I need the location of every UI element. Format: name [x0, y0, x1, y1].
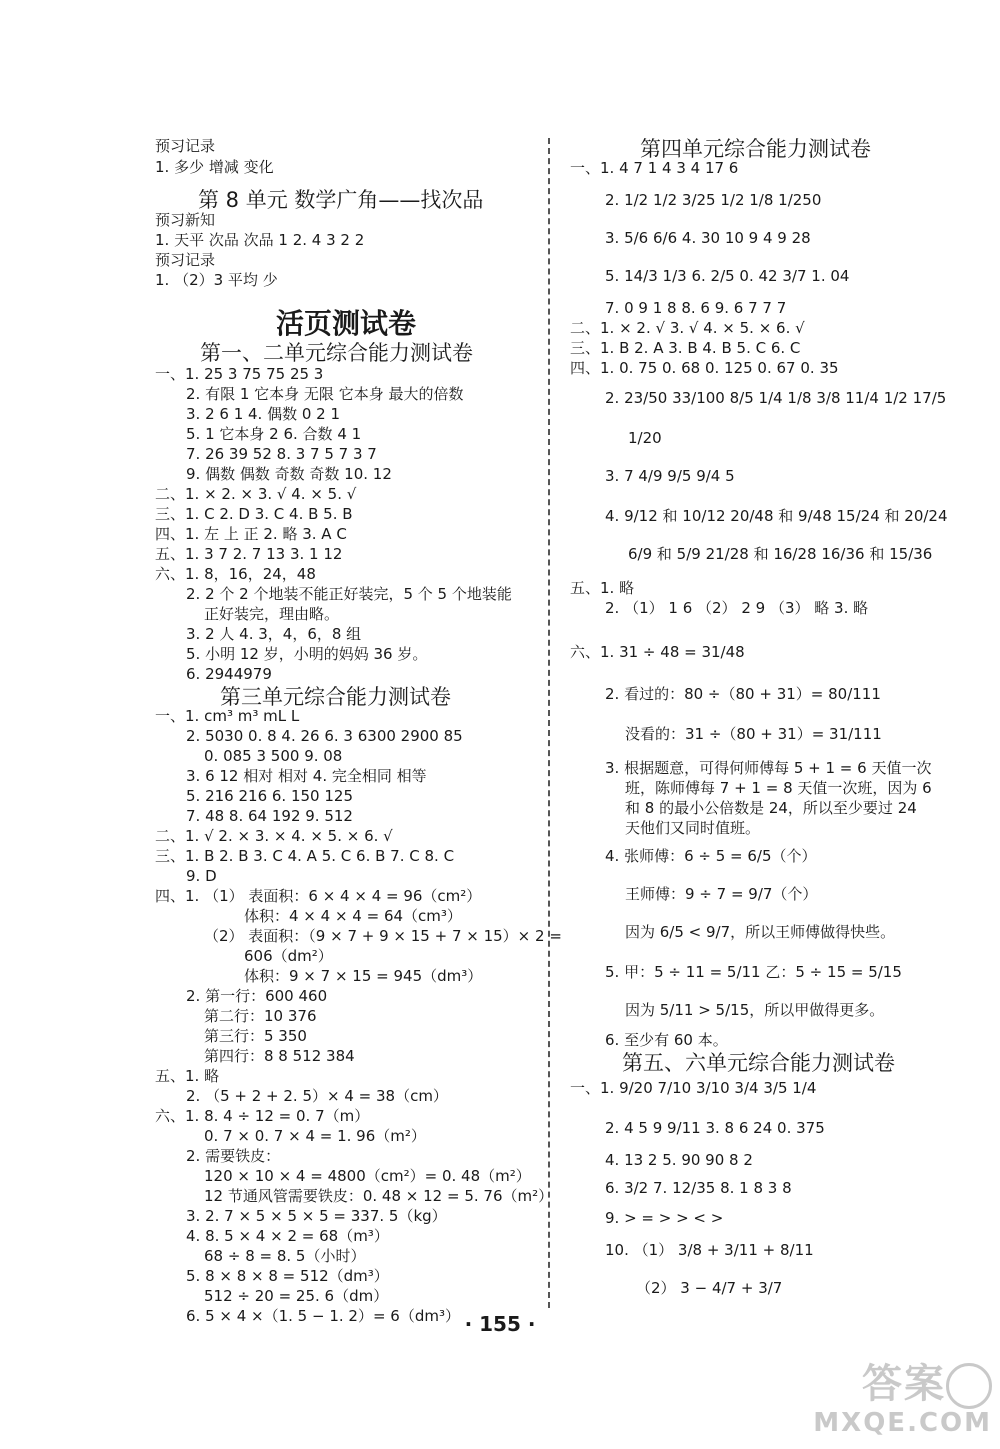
- answer-line: 二、1. × 2. × 3. √ 4. × 5. √: [155, 485, 357, 503]
- answer-line: 六、1. 8. 4 ÷ 12 = 0. 7（m）: [155, 1107, 370, 1125]
- answer-line: 6/9 和 5/9 21/28 和 16/28 16/36 和 15/36: [628, 545, 933, 563]
- section-heading: 第四单元综合能力测试卷: [640, 137, 871, 161]
- answer-line: 4. 8. 5 × 4 × 2 = 68（m³）: [186, 1227, 389, 1245]
- answer-line: 2. （5 + 2 + 2. 5）× 4 = 38（cm）: [186, 1087, 448, 1105]
- answer-line: 3. 6 12 相对 相对 4. 完全相同 相等: [186, 767, 427, 785]
- answer-line: 120 × 10 × 4 = 4800（cm²）= 0. 48（m²）: [204, 1167, 531, 1185]
- answer-line: 2. 2 个 2 个地装不能正好装完，5 个 5 个地装能: [186, 585, 512, 603]
- answer-line: 2. 5030 0. 8 4. 26 6. 3 6300 2900 85: [186, 727, 463, 745]
- answer-line: 正好装完，理由略。: [204, 605, 340, 623]
- answer-line: 1. （2）3 平均 少: [155, 271, 278, 289]
- answer-line: 9. > = > > < >: [605, 1209, 724, 1227]
- answer-line: 7. 26 39 52 8. 3 7 5 7 3 7: [186, 445, 377, 463]
- section-heading: 第 8 单元 数学广角——找次品: [198, 188, 484, 212]
- answer-line: 2. 有限 1 它本身 无限 它本身 最大的倍数: [186, 385, 464, 403]
- answer-line: 6. 2944979: [186, 665, 272, 683]
- answer-line: 5. 小明 12 岁，小明的妈妈 36 岁。: [186, 645, 428, 663]
- answer-line: 五、1. 略: [155, 1067, 220, 1085]
- answer-line: 4. 张师傅：6 ÷ 5 = 6/5（个）: [605, 847, 817, 865]
- answer-line: 因为 6/5 < 9/7，所以王师傅做得快些。: [625, 923, 896, 941]
- answer-line: 三、1. C 2. D 3. C 4. B 5. B: [155, 505, 353, 523]
- answer-line: 2. 第一行：600 460: [186, 987, 328, 1005]
- answer-line: 五、1. 略: [570, 579, 635, 597]
- answer-line: 三、1. B 2. A 3. B 4. B 5. C 6. C: [570, 339, 801, 357]
- answer-line: 0. 7 × 0. 7 × 4 = 1. 96（m²）: [204, 1127, 426, 1145]
- main-heading: 活页测试卷: [276, 307, 417, 340]
- section-heading: 第一、二单元综合能力测试卷: [200, 341, 473, 365]
- answer-line: 一、1. cm³ m³ mL L: [155, 707, 300, 725]
- answer-line: 3. 2 人 4. 3，4，6，8 组: [186, 625, 362, 643]
- answer-line: 一、1. 4 7 1 4 3 4 17 6: [570, 159, 739, 177]
- watermark-url: MXQE.COM: [813, 1408, 992, 1438]
- answer-line: 4. 13 2 5. 90 90 8 2: [605, 1151, 753, 1169]
- subsection-label: 预习新知: [155, 211, 216, 229]
- answer-line: 2. 1/2 1/2 3/25 1/2 1/8 1/250: [605, 191, 822, 209]
- answer-line: 因为 5/11 > 5/15，所以甲做得更多。: [625, 1001, 885, 1019]
- answer-line: 4. 9/12 和 10/12 20/48 和 9/48 15/24 和 20/24: [605, 507, 948, 525]
- answer-line: 9. D: [186, 867, 217, 885]
- answer-line: 没看的：31 ÷（80 + 31）= 31/111: [625, 725, 882, 743]
- answer-line: 班，陈师傅每 7 + 1 = 8 天值一次班，因为 6: [625, 779, 932, 797]
- answer-line: 和 8 的最小公倍数是 24，所以至少要过 24: [625, 799, 917, 817]
- answer-line: 六、1. 8，16，24，48: [155, 565, 316, 583]
- answer-line: 7. 0 9 1 8 8. 6 9. 6 7 7 7: [605, 299, 787, 317]
- answer-line: 0. 085 3 500 9. 08: [204, 747, 343, 765]
- answer-line: 9. 偶数 偶数 奇数 奇数 10. 12: [186, 465, 392, 483]
- answer-line: 10. （1） 3/8 + 3/11 + 8/11: [605, 1241, 814, 1259]
- answer-line: 二、1. × 2. √ 3. √ 4. × 5. × 6. √: [570, 319, 805, 337]
- answer-line: 天他们又同时值班。: [625, 819, 761, 837]
- answer-line: 5. 1 它本身 2 6. 合数 4 1: [186, 425, 362, 443]
- answer-line: 三、1. B 2. B 3. C 4. A 5. C 6. B 7. C 8. C: [155, 847, 455, 865]
- answer-line: 1. 多少 增减 变化: [155, 158, 274, 176]
- watermark-logo: [813, 1363, 992, 1437]
- answer-line: 3. 5/6 6/6 4. 30 10 9 4 9 28: [605, 229, 811, 247]
- answer-line: 王师傅：9 ÷ 7 = 9/7（个）: [625, 885, 818, 903]
- answer-line: 第四行：8 8 512 384: [204, 1047, 355, 1065]
- answer-line: 2. 看过的：80 ÷（80 + 31）= 80/111: [605, 685, 881, 703]
- answer-line: 体积：9 × 7 × 15 = 945（dm³）: [244, 967, 483, 985]
- answer-line: 5. 216 216 6. 150 125: [186, 787, 353, 805]
- column-divider: [548, 138, 550, 1308]
- section-heading: 第五、六单元综合能力测试卷: [622, 1051, 895, 1075]
- answer-line: 体积：4 × 4 × 4 = 64（cm³）: [244, 907, 462, 925]
- answer-line: 12 节通风管需要铁皮：0. 48 × 12 = 5. 76（m²）: [204, 1187, 554, 1205]
- answer-line: 6. 3/2 7. 12/35 8. 1 8 3 8: [605, 1179, 792, 1197]
- answer-line: 2. （1） 1 6 （2） 2 9 （3） 略 3. 略: [605, 599, 869, 617]
- answer-line: 四、1. 左 上 正 2. 略 3. A C: [155, 525, 347, 543]
- answer-line: 5. 8 × 8 × 8 = 512（dm³）: [186, 1267, 389, 1285]
- answer-line: 6. 至少有 60 本。: [605, 1031, 728, 1049]
- answer-line: 68 ÷ 8 = 8. 5（小时）: [204, 1247, 366, 1265]
- answer-line: 6. 5 × 4 ×（1. 5 − 1. 2）= 6（dm³）: [186, 1307, 460, 1325]
- answer-line: 一、1. 9/20 7/10 3/10 3/4 3/5 1/4: [570, 1079, 817, 1097]
- answer-line: 606（dm²）: [244, 947, 333, 965]
- answer-line: （2） 3 − 4/7 + 3/7: [636, 1279, 783, 1297]
- answer-line: 3. 7 4/9 9/5 9/4 5: [605, 467, 735, 485]
- answer-line: 2. 需要铁皮：: [186, 1147, 281, 1165]
- answer-line: 四、1. （1） 表面积：6 × 4 × 4 = 96（cm²）: [155, 887, 482, 905]
- answer-line: 第三行：5 350: [204, 1027, 307, 1045]
- answer-line: 二、1. √ 2. × 3. × 4. × 5. × 6. √: [155, 827, 393, 845]
- answer-line: 5. 甲：5 ÷ 11 = 5/11 乙：5 ÷ 15 = 5/15: [605, 963, 902, 981]
- answer-line: 7. 48 8. 64 192 9. 512: [186, 807, 353, 825]
- answer-line: 一、1. 25 3 75 75 25 3: [155, 365, 324, 383]
- answer-line: 3. 2 6 1 4. 偶数 0 2 1: [186, 405, 341, 423]
- answer-line: 1/20: [628, 429, 662, 447]
- subsection-label: 预习记录: [155, 251, 216, 269]
- answer-line: 六、1. 31 ÷ 48 = 31/48: [570, 643, 745, 661]
- seal-icon: [946, 1363, 992, 1409]
- watermark-text: 答案: [862, 1361, 946, 1407]
- answer-line: 5. 14/3 1/3 6. 2/5 0. 42 3/7 1. 04: [605, 267, 850, 285]
- answer-line: 3. 2. 7 × 5 × 5 × 5 = 337. 5（kg）: [186, 1207, 447, 1225]
- answer-line: 3. 根据题意，可得何师傅每 5 + 1 = 6 天值一次: [605, 759, 932, 777]
- answer-line: 512 ÷ 20 = 25. 6（dm）: [204, 1287, 389, 1305]
- page-number: · 155 ·: [464, 1312, 536, 1336]
- answer-line: 五、1. 3 7 2. 7 13 3. 1 12: [155, 545, 343, 563]
- answer-line: 2. 23/50 33/100 8/5 1/4 1/8 3/8 11/4 1/2 17/5: [605, 389, 947, 407]
- subsection-label: 预习记录: [155, 137, 216, 155]
- answer-line: （2） 表面积：（9 × 7 + 9 × 15 + 7 × 15）× 2 =: [204, 927, 562, 945]
- answer-line: 四、1. 0. 75 0. 68 0. 125 0. 67 0. 35: [570, 359, 839, 377]
- section-heading: 第三单元综合能力测试卷: [220, 685, 451, 709]
- answer-line: 第二行：10 376: [204, 1007, 317, 1025]
- answer-line: 2. 4 5 9 9/11 3. 8 6 24 0. 375: [605, 1119, 825, 1137]
- answer-line: 1. 天平 次品 次品 1 2. 4 3 2 2: [155, 231, 365, 249]
